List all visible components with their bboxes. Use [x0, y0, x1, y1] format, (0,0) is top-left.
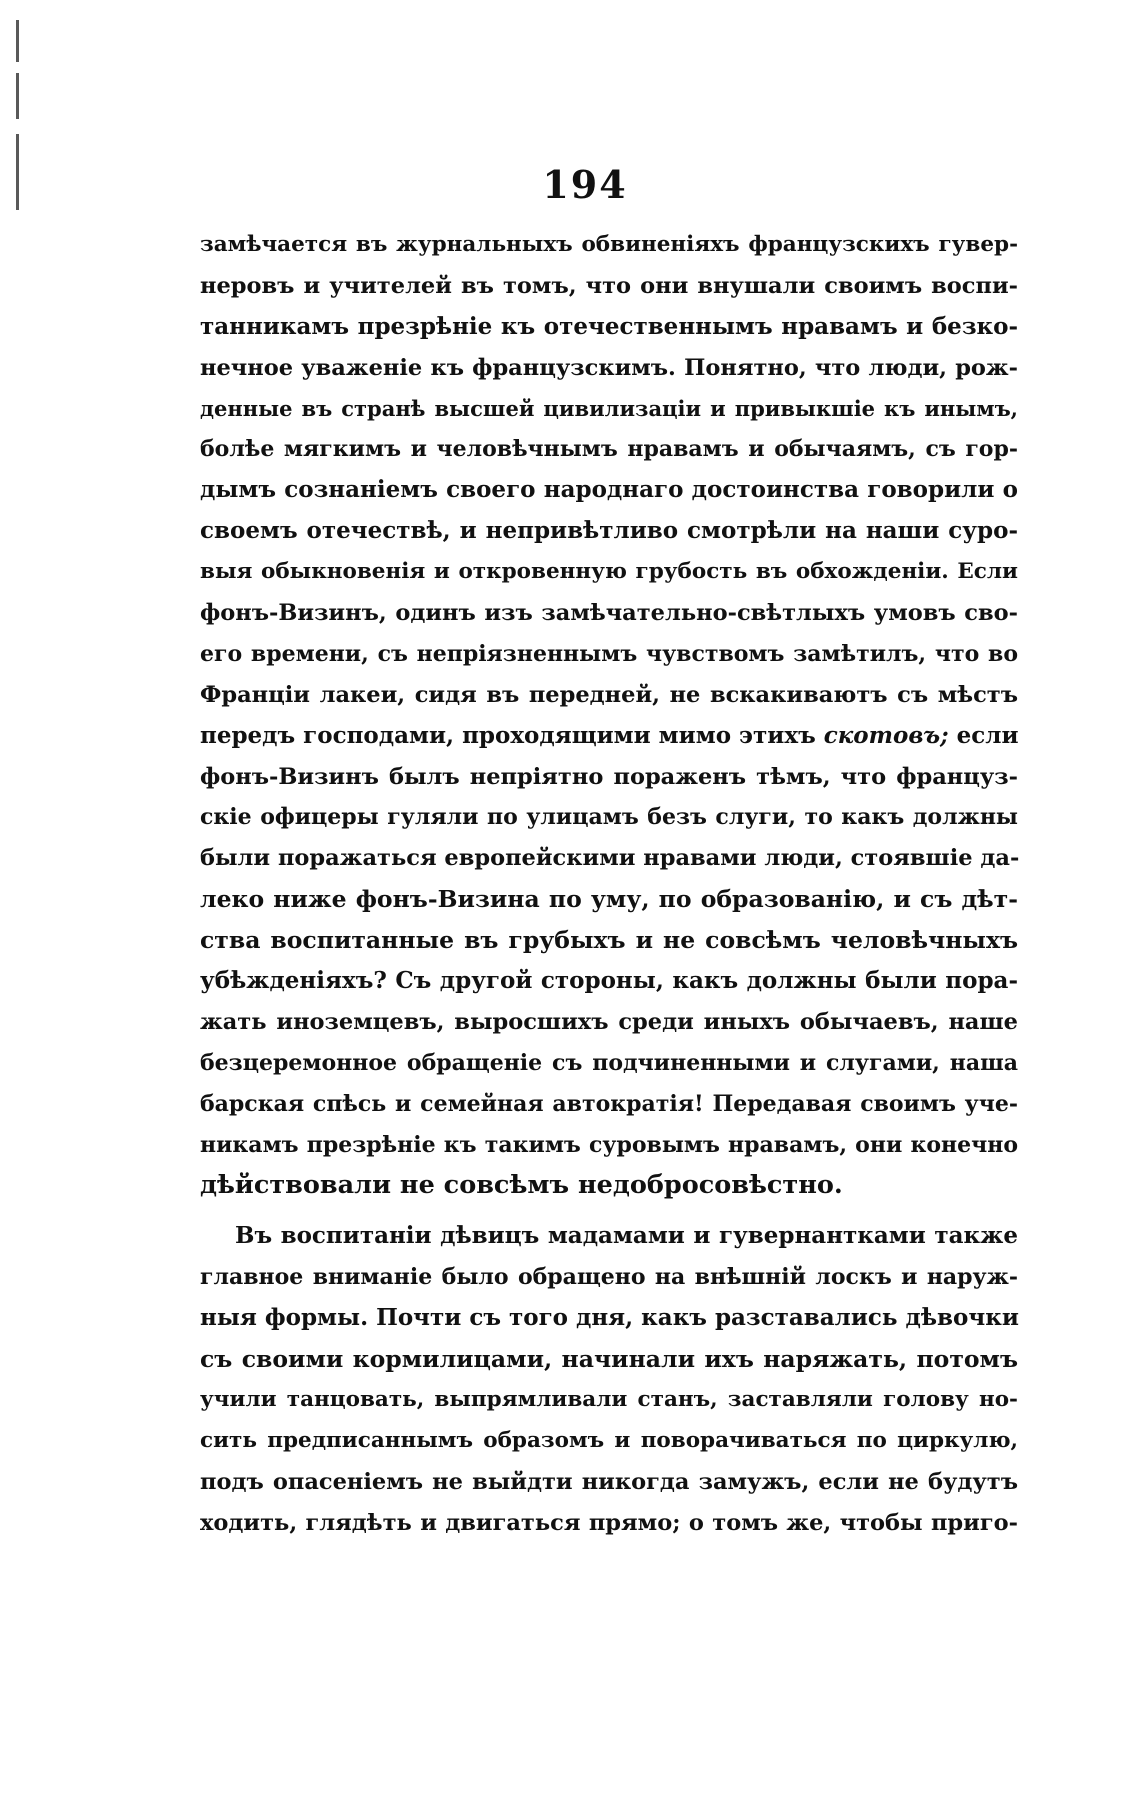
text-line: дымъ сознаніемъ своего народнаго достоинства говорили о [200, 476, 1018, 504]
text-line: болѣе мягкимъ и человѣчнымъ нравамъ и обычаямъ, съ гор- [200, 436, 1018, 463]
text-line: главное вниманіе было обращено на внѣшній лоскъ и наруж- [200, 1264, 1018, 1291]
body-text [200, 225, 1018, 1544]
text-line: фонъ-Визинъ, одинъ изъ замѣчательно-свѣтлыхъ умовъ сво- [200, 600, 1018, 627]
text-line: замѣчается въ журнальныхъ обвиненіяхъ французскихъ гувер- [200, 232, 1018, 257]
text-line-with-emphasis [200, 716, 1018, 757]
text-line: ства воспитанные въ грубыхъ и не совсѣмъ человѣчныхъ [200, 926, 1018, 955]
text-line: подъ опасеніемъ не выйдти никогда замужъ, если не будутъ [200, 1468, 1018, 1495]
text-line: его времени, съ непріязненнымъ чувствомъ замѣтилъ, что во [200, 640, 1018, 667]
emphasized-word: скотовъ; [823, 721, 949, 749]
text-line: денные въ странѣ высшей цивилизаціи и привыкшіе къ инымъ, [200, 395, 1018, 421]
text-line: ходить, глядѣть и двигаться прямо; о томъ же, чтобы приго- [200, 1509, 1018, 1536]
text-line: дѣйствовали не совсѣмъ недобросовѣстно. [200, 1170, 843, 1201]
text-line: сить предписаннымъ образомъ и поворачиваться по циркулю, [200, 1427, 1018, 1453]
text-line: неровъ и учителей въ томъ, что они внушали своимъ воспи- [200, 272, 1018, 299]
text-line: никамъ презрѣніе къ такимъ суровымъ нравамъ, они конечно [200, 1131, 1018, 1158]
text-line: фонъ-Визинъ былъ непріятно пораженъ тѣмъ, что француз- [200, 763, 1018, 790]
paragraph-1 [200, 225, 1018, 1206]
text-line: учили танцовать, выпрямливали станъ, заставляли голову но- [200, 1386, 1018, 1412]
text-line: скіе офицеры гуляли по улицамъ безъ слуги, то какъ должны [200, 804, 1018, 831]
text-line: выя обыкновенія и откровенную грубость въ обхожденіи. Если [200, 559, 1018, 585]
text-line: леко ниже фонъ-Визина по уму, по образованію, и съ дѣт- [200, 885, 1018, 914]
text-line: Въ воспитаніи дѣвицъ мадамами и гувернантками также [235, 1222, 1018, 1250]
text-line: были поражаться европейскими нравами люди, стоявшіе да- [200, 845, 1020, 872]
text-line: жать иноземцевъ, выросшихъ среди иныхъ обычаевъ, наше [200, 1008, 1018, 1035]
text-line: убѣжденіяхъ? Съ другой стороны, какъ должны были пора- [200, 967, 1018, 995]
text-line: барская спѣсь и семейная автократія! Передавая своимъ уче- [200, 1090, 1018, 1117]
text-line: танникамъ презрѣніе къ отечественнымъ нравамъ и безко- [200, 312, 1018, 340]
paragraph-gap [200, 1206, 1018, 1216]
text-line: безцеремонное обращеніе съ подчиненными и слугами, наша [200, 1049, 1018, 1076]
paragraph-2 [200, 1216, 1018, 1543]
page-number: 194 [542, 162, 628, 207]
text-run: передъ господами, проходящими мимо этихъ [200, 721, 824, 749]
text-line: Франціи лакеи, сидя въ передней, не вскакиваютъ съ мѣстъ [200, 681, 1018, 708]
text-line: ныя формы. Почти съ того дня, какъ разставались дѣвочки [200, 1304, 1019, 1332]
text-line: съ своими кормилицами, начинали ихъ наряжать, потомъ [200, 1345, 1018, 1374]
text-line: своемъ отечествѣ, и непривѣтливо смотрѣли на наши суро- [200, 517, 1018, 545]
text-line: нечное уваженіе къ французскимъ. Понятно, что люди, рож- [200, 354, 1018, 381]
text-run: если [948, 721, 1019, 749]
